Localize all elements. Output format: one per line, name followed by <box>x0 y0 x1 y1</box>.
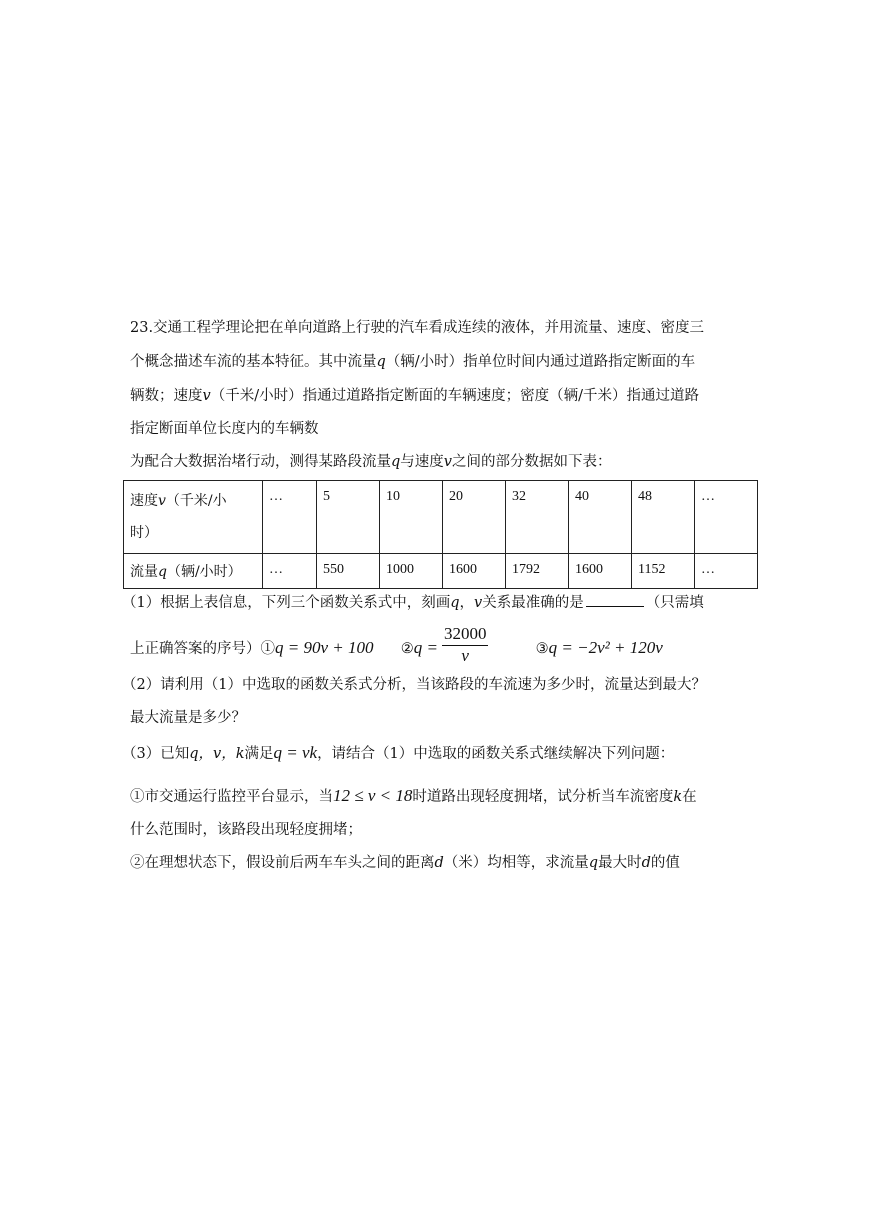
intro-line-1 <box>130 318 704 338</box>
table-cell: … <box>263 554 317 589</box>
table-cell: 5 <box>317 481 380 554</box>
data-table <box>123 480 758 589</box>
table-cell: 1152 <box>632 554 695 589</box>
intro-text: （千米/小时）指通过道路指定断面的车辆速度；密度（辆/千米）指通过道路 <box>210 388 699 404</box>
option-1-mark: ① <box>260 641 275 657</box>
table-cell: 48 <box>632 481 695 554</box>
intro-text: 之间的部分数据如下表： <box>452 454 612 470</box>
option-3-mark: ③ <box>535 641 549 657</box>
answer-blank[interactable] <box>586 592 644 607</box>
intro-text: 辆数；速度 <box>130 388 203 404</box>
q2-text: 最大流量是多少？ <box>130 710 246 726</box>
table-cell: 10 <box>380 481 443 554</box>
table-cell: 1000 <box>380 554 443 589</box>
option-2-mark: ② <box>400 641 414 657</box>
q3-sub1-line-1: ①市交通运行监控平台显示，当12 ≤ v < 18时道路出现轻度拥堵，试分析当车流密度k在 <box>130 786 697 805</box>
table-cell: 40 <box>569 481 632 554</box>
table-row-flow <box>124 554 758 589</box>
q1-text: （1）根据上表信息，下列三个函数关系式中，刻画 <box>122 595 451 611</box>
q1-line-2: 上正确答案的序号）①q = 90v + 100 ②q = $\frac{32000}{v}$ ③q = −2v² + 120v <box>130 624 663 665</box>
table-header-flow: 流量q（辆/小时） <box>124 554 263 589</box>
intro-line-4 <box>130 419 319 439</box>
option-2-fraction: $\frac{32000}{v}$ <box>443 624 487 665</box>
var-v: v <box>443 454 452 470</box>
table-cell: … <box>695 481 758 554</box>
var-q: q <box>376 354 386 370</box>
table-header-speed: 速度v（千米/小 时） <box>124 481 263 554</box>
option-3-formula: q = −2v² + 120v <box>548 638 663 657</box>
table-row-speed <box>124 481 758 554</box>
table-cell: 1792 <box>506 554 569 589</box>
intro-text: 指定断面单位长度内的车辆数 <box>130 421 319 437</box>
q2-text: （2）请利用（1）中选取的函数关系式分析，当该路段的车流速为多少时，流量达到最大？ <box>122 677 706 693</box>
q3-sub1-line-2: 什么范围时，该路段出现轻度拥堵； <box>130 822 362 838</box>
q3-inequality: 12 ≤ v < 18 <box>333 786 413 805</box>
q3-line-1: （3）已知q，v，k满足q = vk，请结合（1）中选取的函数关系式继续解决下列问题： <box>122 743 675 762</box>
table-cell: 550 <box>317 554 380 589</box>
intro-line-5 <box>130 452 612 472</box>
intro-line-2 <box>130 352 695 372</box>
intro-line-3 <box>130 386 699 406</box>
var-q: q <box>391 454 401 470</box>
table-cell: 20 <box>443 481 506 554</box>
q1-line-1: （1）根据上表信息，下列三个函数关系式中，刻画q，v关系最准确的是 （只需填 <box>122 592 704 613</box>
option-1-formula: q = 90v + 100 <box>275 638 374 657</box>
q2-line-2 <box>130 708 246 728</box>
intro-text: （辆/小时）指单位时间内通过道路指定断面的车 <box>385 354 696 370</box>
var-v: v <box>202 388 211 404</box>
q2-line-1 <box>122 675 706 695</box>
q3-sub2-line: ②在理想状态下，假设前后两车车头之间的距离d（米）均相等，求流量q最大时d的值 <box>130 855 680 871</box>
table-cell: 32 <box>506 481 569 554</box>
intro-text: 为配合大数据治堵行动，测得某路段流量 <box>130 454 391 470</box>
table-cell: … <box>263 481 317 554</box>
table-cell: 1600 <box>443 554 506 589</box>
intro-text: 与速度 <box>400 454 444 470</box>
intro-text: 个概念描述车流的基本特征。其中流量 <box>130 354 377 370</box>
intro-text: 23.交通工程学理论把在单向道路上行驶的汽车看成连续的液体，并用流量、速度、密度三 <box>130 320 705 336</box>
table-cell: … <box>695 554 758 589</box>
table-cell: 1600 <box>569 554 632 589</box>
q3-formula: q = vk <box>273 743 318 762</box>
